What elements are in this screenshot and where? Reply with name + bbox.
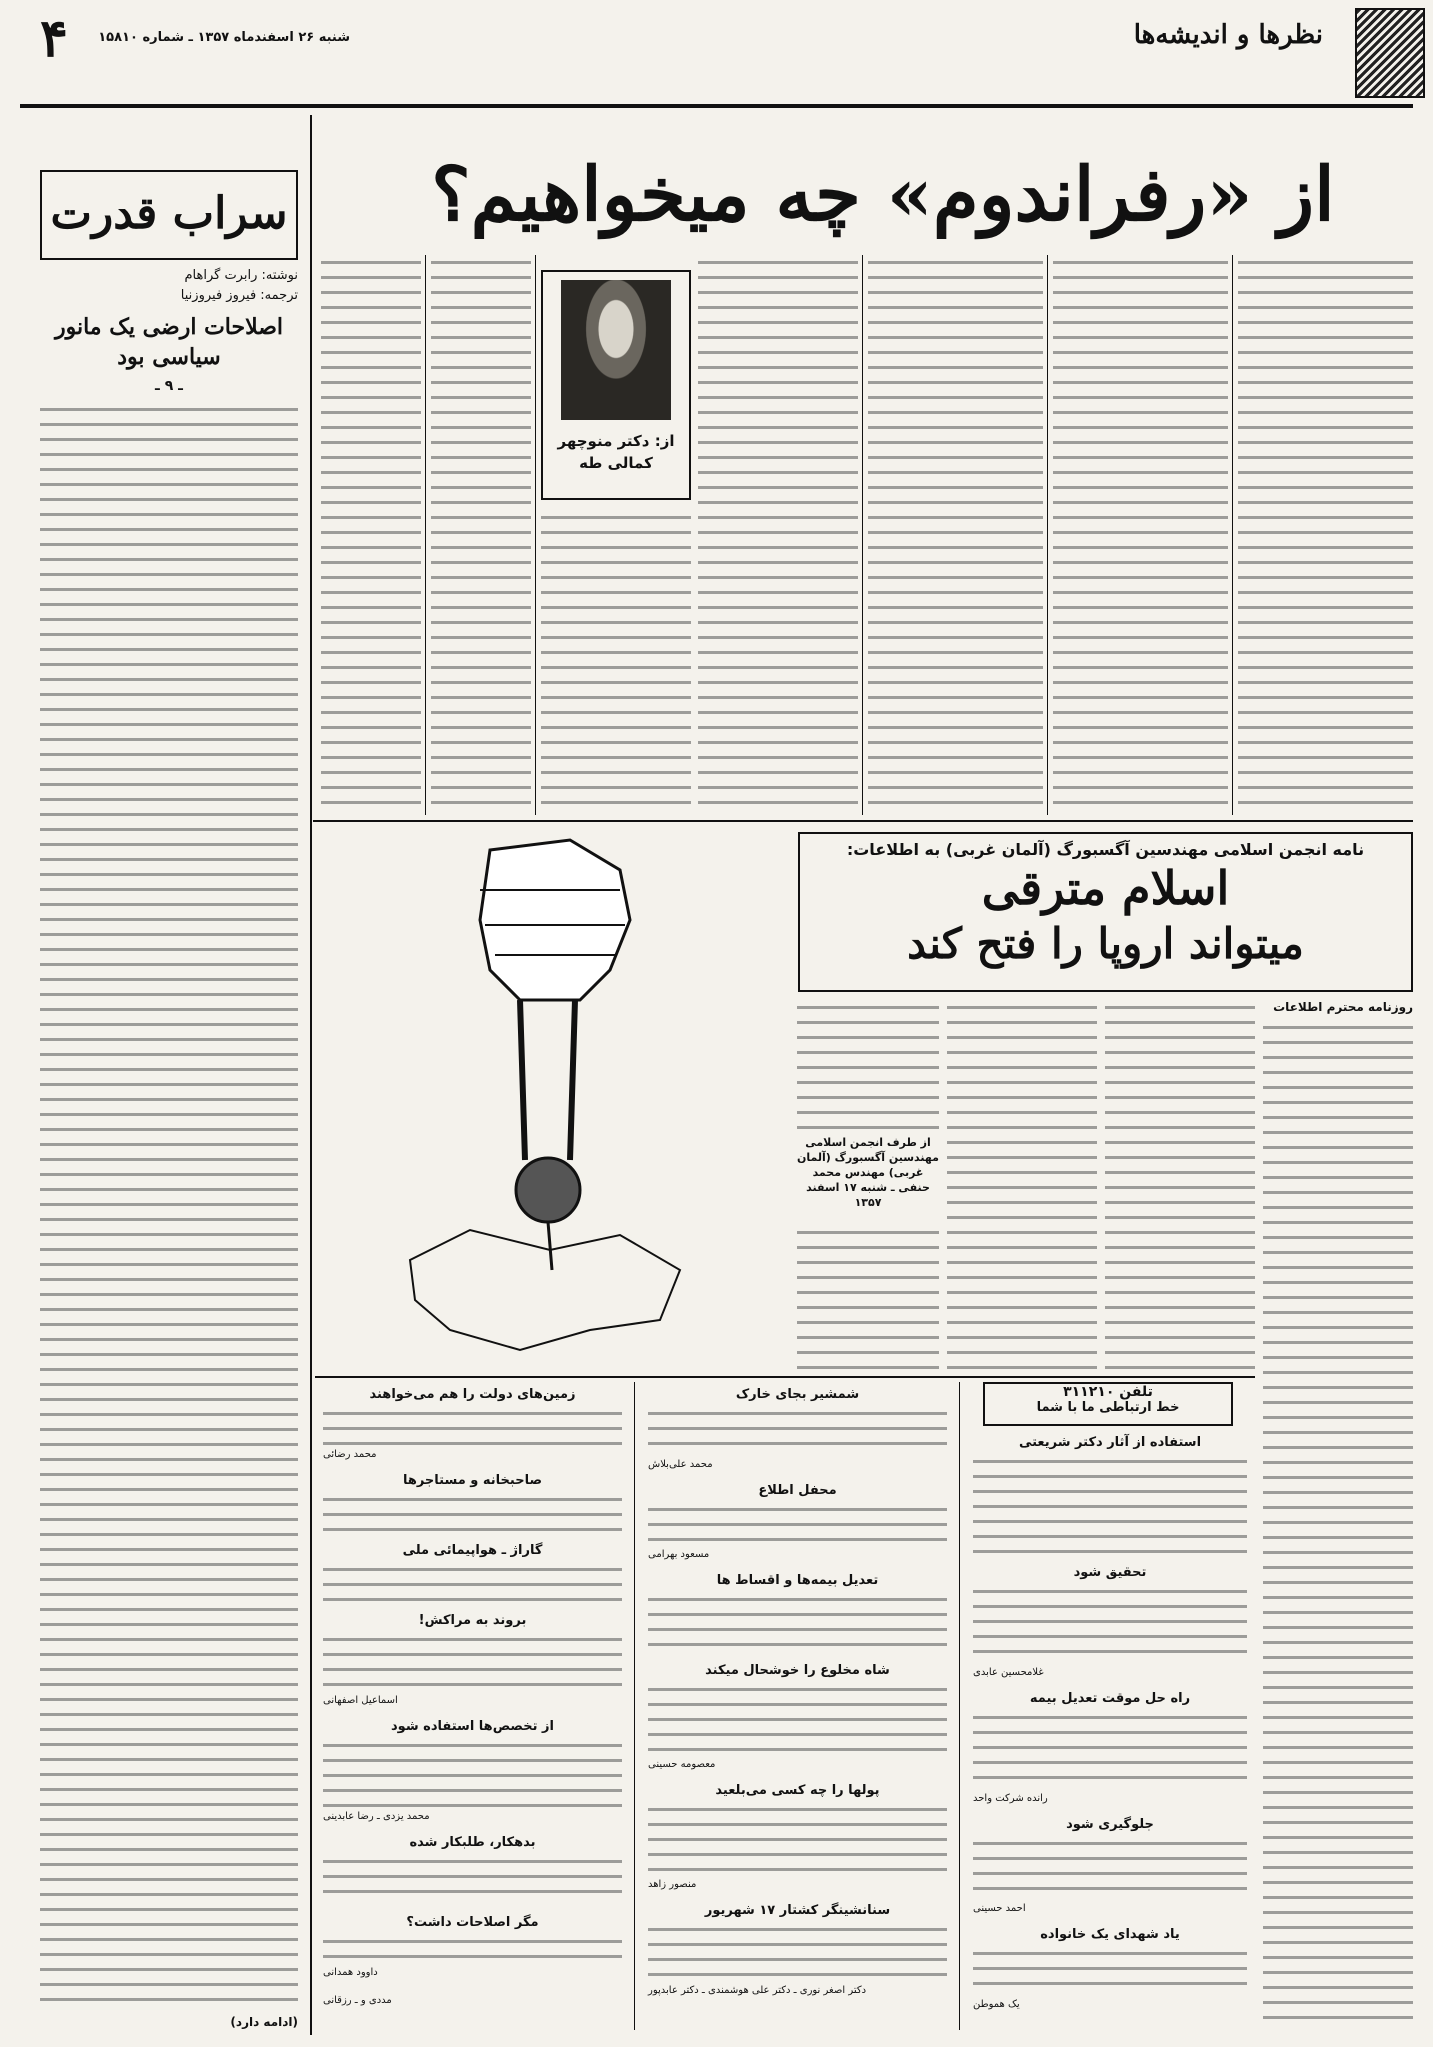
col-rule: [425, 255, 426, 815]
sidebar-title-box: [40, 170, 298, 260]
sidebar-article-title: اصلاحات ارضی یک مانور سیاسی بود: [54, 314, 284, 370]
reader-item-sig: مسعود بهرامی: [648, 1549, 710, 1560]
referendum-col-6: [431, 255, 531, 815]
issue-date: شنبه ۲۶ اسفندماه ۱۳۵۷ ـ شماره ۱۵۸۱۰: [98, 30, 350, 45]
reader-item-sig: محمد یزدی ـ رضا عابدینی: [323, 1811, 430, 1822]
islam-signature: از طرف انجمن اسلامی مهندسین آگسبورگ (آلمان غربی) مهندس محمد حنفی ـ شنبه ۱۷ اسفند ۱۳۵۷: [797, 1136, 939, 1209]
reader-item-sig: یک هموطن: [973, 1999, 1020, 2010]
author-photo-box: [541, 270, 691, 500]
referendum-col-7: [321, 255, 421, 815]
reader-item: [315, 1830, 630, 1910]
header-rule: [20, 104, 1413, 108]
reader-item-title: بروند به مراکش!: [418, 1613, 527, 1628]
reader-item-title: صاحبخانه و مستاجرها: [402, 1473, 543, 1488]
reader-item-sig: مددی و ـ رزقانی: [323, 1995, 392, 2006]
pliers-illustration: [320, 830, 795, 1370]
reader-item-title: پولها را چه کسی می‌بلعید: [715, 1783, 880, 1798]
masthead-logo: [1355, 8, 1425, 98]
col-rule: [1047, 255, 1048, 815]
reader-item-title: شاه مخلوع را خوشحال میکند: [705, 1663, 890, 1678]
reader-item: [315, 1986, 630, 2014]
reader-item-sig: احمد حسینی: [973, 1903, 1026, 1914]
reader-item: [640, 1478, 955, 1568]
author-photo: [561, 280, 671, 420]
col-rule: [959, 1382, 960, 2030]
reader-item-sig: دکتر اصغر نوری ـ دکتر علی هوشمندی ـ دکتر عابدپور: [648, 1985, 867, 1996]
readers-col-right: [965, 1430, 1255, 2030]
author-prefix: از: دکتر منوچهر: [557, 432, 675, 450]
col-rule: [862, 255, 863, 815]
reader-item-title: راه حل موقت تعدیل بیمه: [1029, 1691, 1191, 1706]
islam-kicker: نامه انجمن اسلامی مهندسین آگسبورگ (آلمان غربی) به اطلاعات:: [846, 840, 1365, 859]
reader-item-sig: رانده شرکت واحد: [973, 1793, 1048, 1804]
reader-item: [965, 1922, 1255, 2018]
reader-item-title: سنانشینگر کشتار ۱۷ شهریور: [704, 1903, 891, 1918]
reader-item: [965, 1430, 1255, 1560]
reader-item: [315, 1910, 630, 1986]
islam-col-2: [1105, 1000, 1255, 1370]
reader-item-title: محفل اطلاع: [758, 1483, 837, 1498]
islam-headline-box: [798, 832, 1413, 992]
phone-banner: [983, 1382, 1233, 1426]
referendum-col-4: [698, 255, 858, 815]
islam-headline-2: میتواند اروپا را فتح کند: [907, 919, 1304, 968]
islam-col-3: [947, 1000, 1097, 1370]
col-rule: [1232, 255, 1233, 815]
reader-item-title: از تخصص‌ها استفاده شود: [391, 1719, 554, 1734]
col-rule: [634, 1382, 635, 2030]
reader-item-title: مگر اصلاحات داشت؟: [406, 1915, 539, 1930]
reader-item: [315, 1714, 630, 1830]
sidebar-title: سراب قدرت: [50, 188, 288, 239]
section-title: نظرها و اندیشه‌ها: [1133, 20, 1323, 50]
reader-item-sig: غلامحسین عابدی: [973, 1667, 1044, 1678]
reader-item-title: تحقیق شود: [1073, 1565, 1147, 1580]
referendum-col-5: [541, 510, 691, 815]
reader-item-sig: محمد علی‌بلاش: [648, 1459, 713, 1470]
reader-item-title: بدهکار، طلبکار شده: [409, 1835, 536, 1850]
reader-item: [965, 1560, 1255, 1686]
reader-item: [315, 1382, 630, 1468]
reader-item-sig: داوود همدانی: [323, 1967, 378, 1978]
islam-col-1: [1263, 1020, 1413, 2025]
section-rule: [313, 820, 1413, 822]
referendum-col-2: [1053, 255, 1228, 815]
reader-item: [315, 1608, 630, 1714]
readers-col-left: [315, 1382, 630, 2032]
islam-headline-1: اسلام مترقی: [981, 861, 1230, 915]
reader-item-title: شمشیر بجای خارک: [735, 1387, 860, 1402]
reader-item-sig: محمد رضائی: [323, 1449, 377, 1460]
reader-item: [640, 1382, 955, 1478]
sidebar-divider: [310, 115, 312, 2035]
reader-item: [965, 1686, 1255, 1812]
sidebar-translator: ترجمه: فیروز فیروزنیا: [180, 288, 298, 303]
sidebar-body: [40, 402, 298, 2012]
sidebar-footer-note: (ادامه دارد): [230, 2015, 298, 2029]
islam-col-4: [797, 1000, 939, 1130]
reader-item-title: یاد شهدای یک خانواده: [1040, 1927, 1180, 1942]
reader-item: [315, 1468, 630, 1538]
reader-item: [640, 1568, 955, 1658]
referendum-col-1: [1238, 255, 1413, 815]
col-rule: [535, 255, 536, 815]
page-number: ۴: [40, 8, 68, 69]
reader-item-sig: منصور زاهد: [648, 1879, 697, 1890]
phone-tagline: خط ارتباطی ما با شما: [1036, 1400, 1180, 1415]
reader-item-title: زمین‌های دولت را هم می‌خواهند: [369, 1387, 576, 1402]
islam-salutation: روزنامه محترم اطلاعات: [1273, 1000, 1413, 1014]
readers-col-mid: [640, 1382, 955, 2032]
reader-item: [315, 1538, 630, 1608]
reader-item-sig: معصومه حسینی: [648, 1759, 716, 1770]
reader-item: [640, 1898, 955, 2004]
reader-item: [640, 1658, 955, 1778]
reader-item-title: استفاده از آثار دکتر شریعتی: [1018, 1435, 1202, 1450]
reader-item-title: جلوگیری شود: [1066, 1817, 1154, 1832]
reader-item-sig: اسماعیل اصفهانی: [323, 1695, 398, 1706]
reader-item-title: گاراژ ـ هواپیمائی ملی: [402, 1543, 543, 1558]
main-headline: از «رفراندوم» چه میخواهیم؟: [431, 152, 1335, 238]
sidebar-part: ـ ۹ ـ: [155, 378, 183, 394]
section-rule: [315, 1376, 1255, 1378]
reader-item-title: تعدیل بیمه‌ها و اقساط ها: [716, 1573, 879, 1588]
referendum-col-3: [868, 255, 1043, 815]
reader-item: [640, 1778, 955, 1898]
reader-item: [965, 1812, 1255, 1922]
author-name: کمالی طه: [579, 454, 653, 472]
phone-number: تلفن ۳۱۱۲۱۰: [1063, 1384, 1153, 1400]
fist-pliers-icon: [320, 830, 795, 1370]
islam-col-5: [797, 1225, 939, 1370]
sidebar-writer: نوشته: رابرت گراهام: [184, 268, 298, 283]
